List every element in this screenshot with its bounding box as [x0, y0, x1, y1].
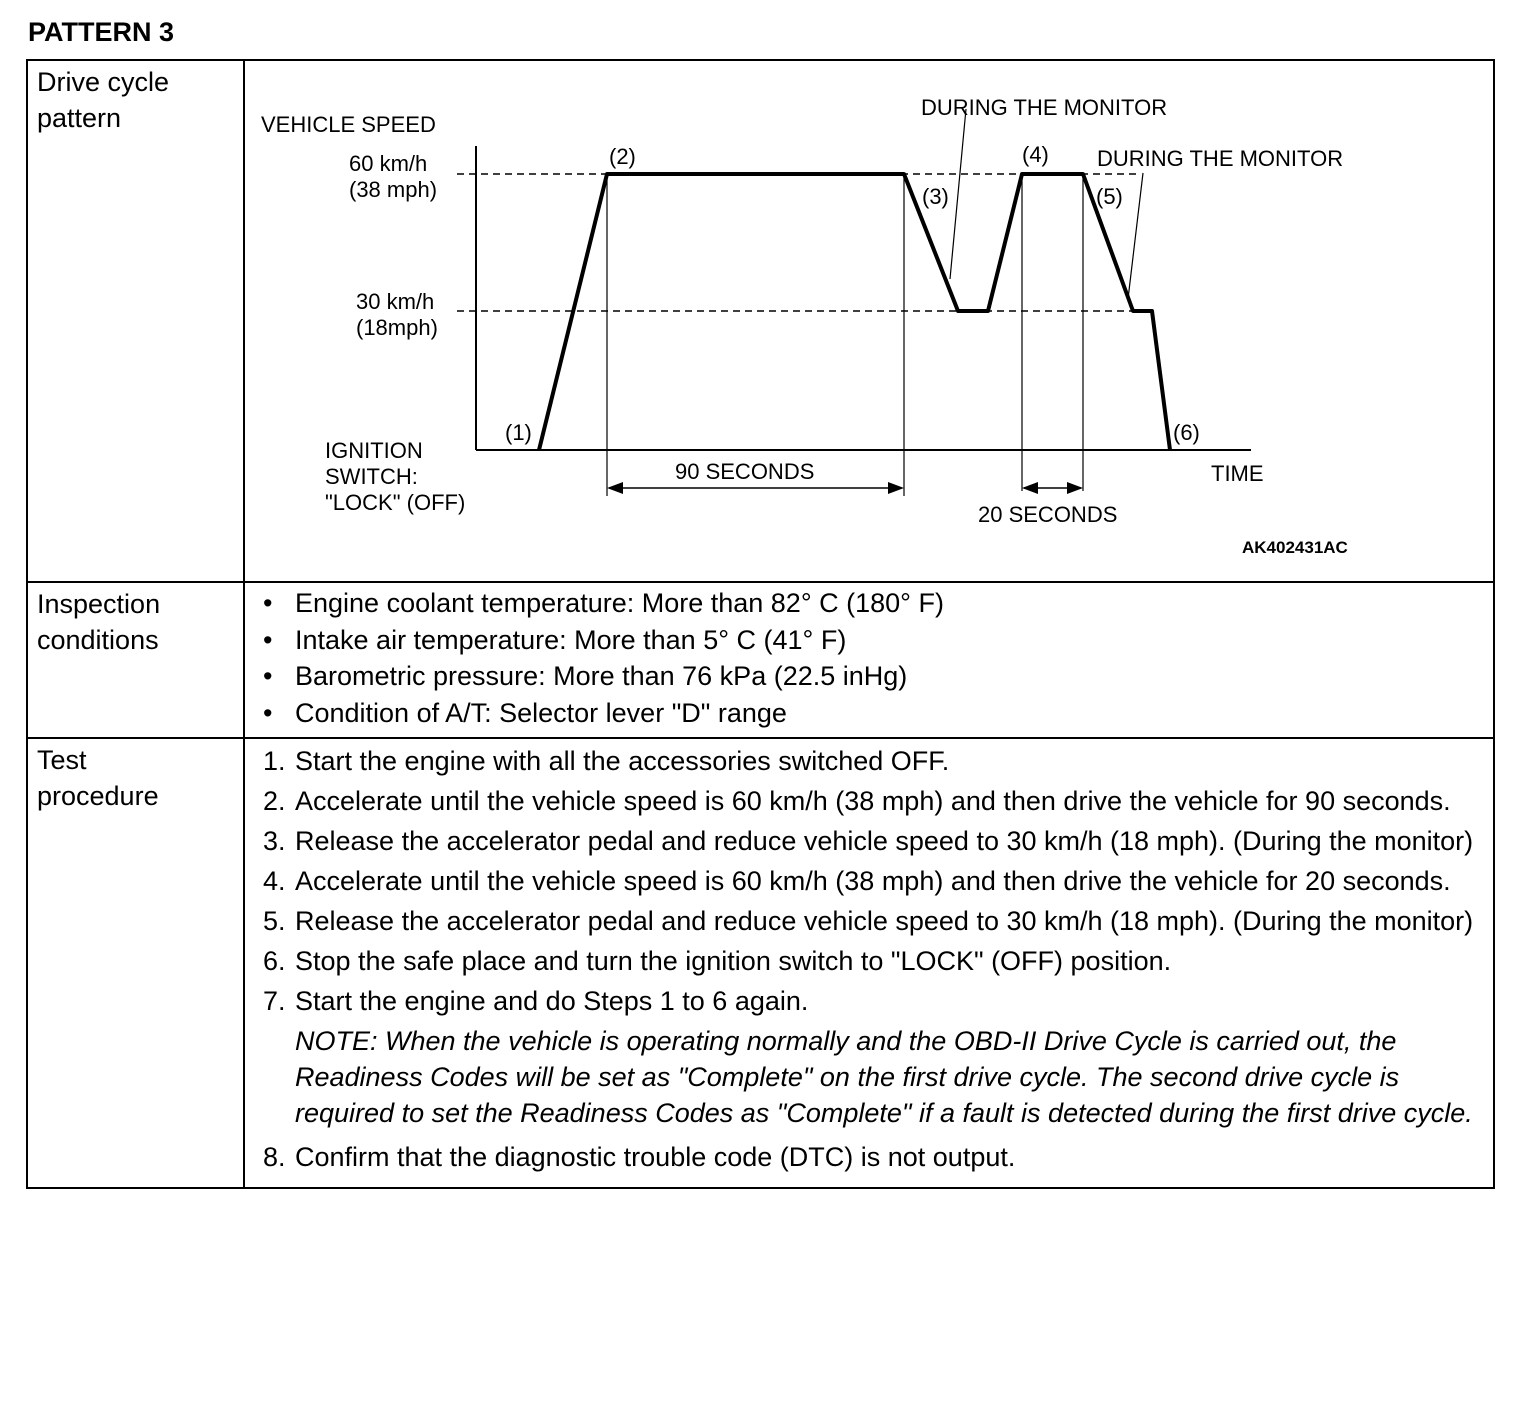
point-label-5: (5): [1096, 184, 1123, 209]
list-item: 5. Release the accelerator pedal and reduce vehicle speed to 30 km/h (18 mph). (During the monitor): [263, 906, 1474, 936]
test-row: [27, 738, 1494, 1188]
point-label-4: (4): [1022, 142, 1049, 167]
drive-cycle-diagram: [244, 60, 1494, 582]
x-axis-label: TIME: [1211, 461, 1264, 486]
ignition-label-3: "LOCK" (OFF): [325, 490, 466, 515]
list-item: • Engine coolant temperature: More than 82° C (180° F): [263, 585, 1493, 622]
speed-low-mph: (18mph): [356, 315, 438, 340]
list-item: 1. Start the engine with all the accessories switched OFF.: [263, 746, 950, 776]
ignition-label-1: IGNITION: [325, 438, 423, 463]
inspection-conditions: [244, 582, 1494, 738]
list-item: • Intake air temperature: More than 5° C (41° F): [263, 622, 1493, 659]
arrowhead-90-left: [607, 482, 623, 494]
list-item: 4. Accelerate until the vehicle speed is 60 km/h (38 mph) and then drive the vehicle for 20 seconds.: [263, 866, 1451, 896]
monitor-leader-2: [1128, 173, 1143, 299]
list-item: • Condition of A/T: Selector lever "D" range: [263, 695, 1493, 732]
drive-cycle-label: Drive cycle pattern: [27, 60, 244, 582]
figure-id: AK402431AC: [1242, 538, 1348, 557]
y-axis-label: VEHICLE SPEED: [261, 112, 436, 137]
test-label: Test procedure: [27, 738, 244, 1188]
spec-table: [26, 59, 1495, 1189]
arrowhead-20-left: [1022, 482, 1038, 494]
monitor-leader-1: [950, 109, 966, 279]
arrowhead-20-right: [1067, 482, 1083, 494]
point-label-1: (1): [505, 420, 532, 445]
speed-low-kmh: 30 km/h: [356, 289, 435, 314]
point-label-2: (2): [609, 144, 636, 169]
test-procedure: [244, 738, 1494, 1188]
monitor-label-2: DURING THE MONITOR: [1097, 146, 1344, 171]
point-label-3: (3): [922, 184, 949, 209]
list-item: 3. Release the accelerator pedal and reduce vehicle speed to 30 km/h (18 mph). (During the monitor): [263, 826, 1474, 856]
ignition-label-2: SWITCH:: [325, 464, 418, 489]
drive-cycle-row: [27, 60, 1494, 582]
inspection-label: Inspection conditions: [27, 582, 244, 738]
list-item: • Barometric pressure: More than 76 kPa (22.5 inHg): [263, 658, 1493, 695]
list-item: 2. Accelerate until the vehicle speed is 60 km/h (38 mph) and then drive the vehicle for 90 seconds.: [263, 786, 1451, 816]
list-item: 6. Stop the safe place and turn the ignition switch to "LOCK" (OFF) position.: [263, 946, 1172, 976]
list-item: 7. Start the engine and do Steps 1 to 6 again. NOTE: When the vehicle is operating normally and the OBD-II Drive Cycle is carried out, the Readiness Codes will be set as "Complete" on the first drive cycle. The second drive cycle is required to set the Readiness Codes as "Complete" if a fault is detected during the first drive cycle.: [263, 983, 1479, 1131]
drive-cycle-chart: [245, 61, 1503, 581]
arrowhead-90-right: [888, 482, 904, 494]
list-item: 8. Confirm that the diagnostic trouble code (DTC) is not output.: [263, 1142, 1016, 1172]
duration-label-20: 20 SECONDS: [978, 502, 1118, 527]
inspection-row: [27, 582, 1494, 738]
note-text: NOTE: When the vehicle is operating normally and the OBD-II Drive Cycle is carried out, the Readiness Codes will be set as "Complete" on the first drive cycle. The second drive cycle is required to set the Readiness Codes as "Complete" if a fault is detected during the first drive cycle.: [295, 1026, 1473, 1128]
speed-high-mph: (38 mph): [349, 177, 438, 202]
page-title: PATTERN 3: [28, 17, 175, 47]
procedure-steps: [245, 739, 1493, 1187]
monitor-label-1: DURING THE MONITOR: [921, 95, 1168, 120]
inspection-list: [245, 583, 1493, 737]
duration-label-90: 90 SECONDS: [675, 459, 815, 484]
point-label-6: (6): [1173, 420, 1200, 445]
speed-profile-line: [539, 174, 1170, 450]
speed-high-kmh: 60 km/h: [349, 151, 428, 176]
